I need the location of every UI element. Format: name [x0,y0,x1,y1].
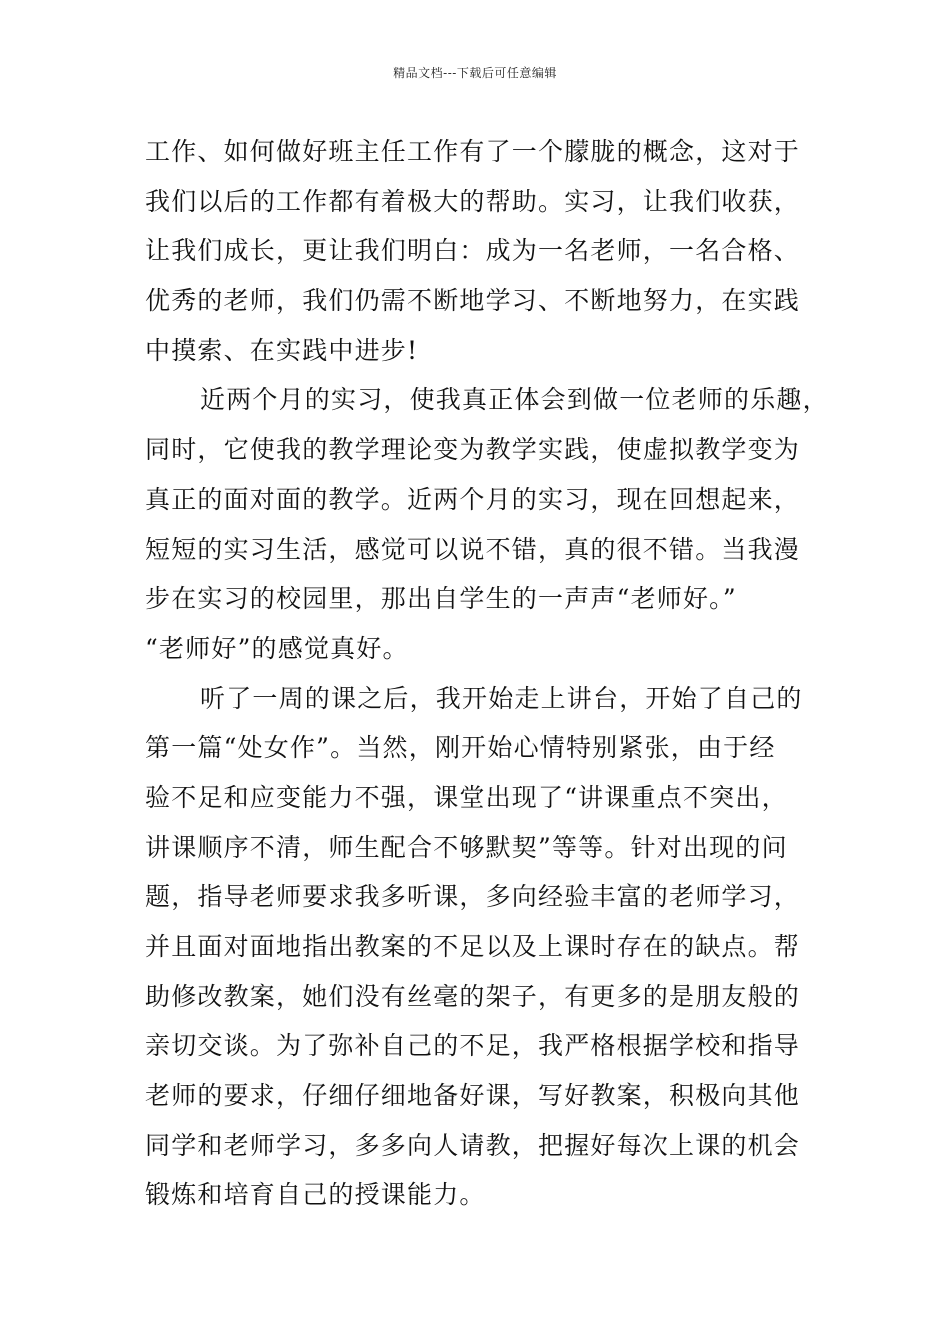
text-line: 老师的要求，仔细仔细地备好课，写好教案，积极向其他 [145,1081,801,1111]
text-line: 讲课顺序不清，师生配合不够默契”等等。针对出现的问 [145,832,788,862]
text-line: 同时，它使我的教学理论变为教学实践，使虚拟教学变为 [145,435,801,465]
text-line: 中摸索、在实践中进步! [145,335,419,365]
text-line: 第一篇“处女作”。当然，刚开始心情特别紧张，由于经 [145,733,776,763]
text-line: 真正的面对面的教学。近两个月的实习，现在回想起来， [145,484,801,514]
text-line: 优秀的老师，我们仍需不断地学习、不断地努力，在实践 [145,286,801,316]
text-line: 同学和老师学习，多多向人请教，把握好每次上课的机会 [145,1130,801,1160]
text-line: 让我们成长，更让我们明白：成为一名老师，一名合格、 [145,236,801,266]
text-line: 短短的实习生活，感觉可以说不错，真的很不错。当我漫 [145,534,801,564]
text-line: 题，指导老师要求我多听课，多向经验丰富的老师学习， [145,882,801,912]
paragraph-first-line: 近两个月的实习，使我真正体会到做一位老师的乐趣， [200,385,829,415]
text-line: 步在实习的校园里，那出自学生的一声声“老师好。” [145,584,737,614]
text-line: “老师好”的感觉真好。 [145,633,409,663]
text-line: 并且面对面地指出教案的不足以及上课时存在的缺点。帮 [145,932,801,961]
text-line: 锻炼和培育自己的授课能力。 [145,1180,486,1210]
text-line: 亲切交谈。为了弥补自己的不足，我严格根据学校和指导 [145,1031,801,1061]
text-line: 验不足和应变能力不强，课堂出现了“讲课重点不突出， [145,782,788,812]
text-line: 我们以后的工作都有着极大的帮助。实习，让我们收获， [145,186,801,216]
paragraph-first-line: 听了一周的课之后，我开始走上讲台，开始了自己的 [200,683,803,713]
page-header: 精品文档---下载后可任意编辑 [393,66,557,80]
text-line: 助修改教案，她们没有丝毫的架子，有更多的是朋友般的 [145,981,801,1011]
text-line: 工作、如何做好班主任工作有了一个朦胧的概念，这对于 [145,137,801,166]
document-body [145,127,829,1220]
